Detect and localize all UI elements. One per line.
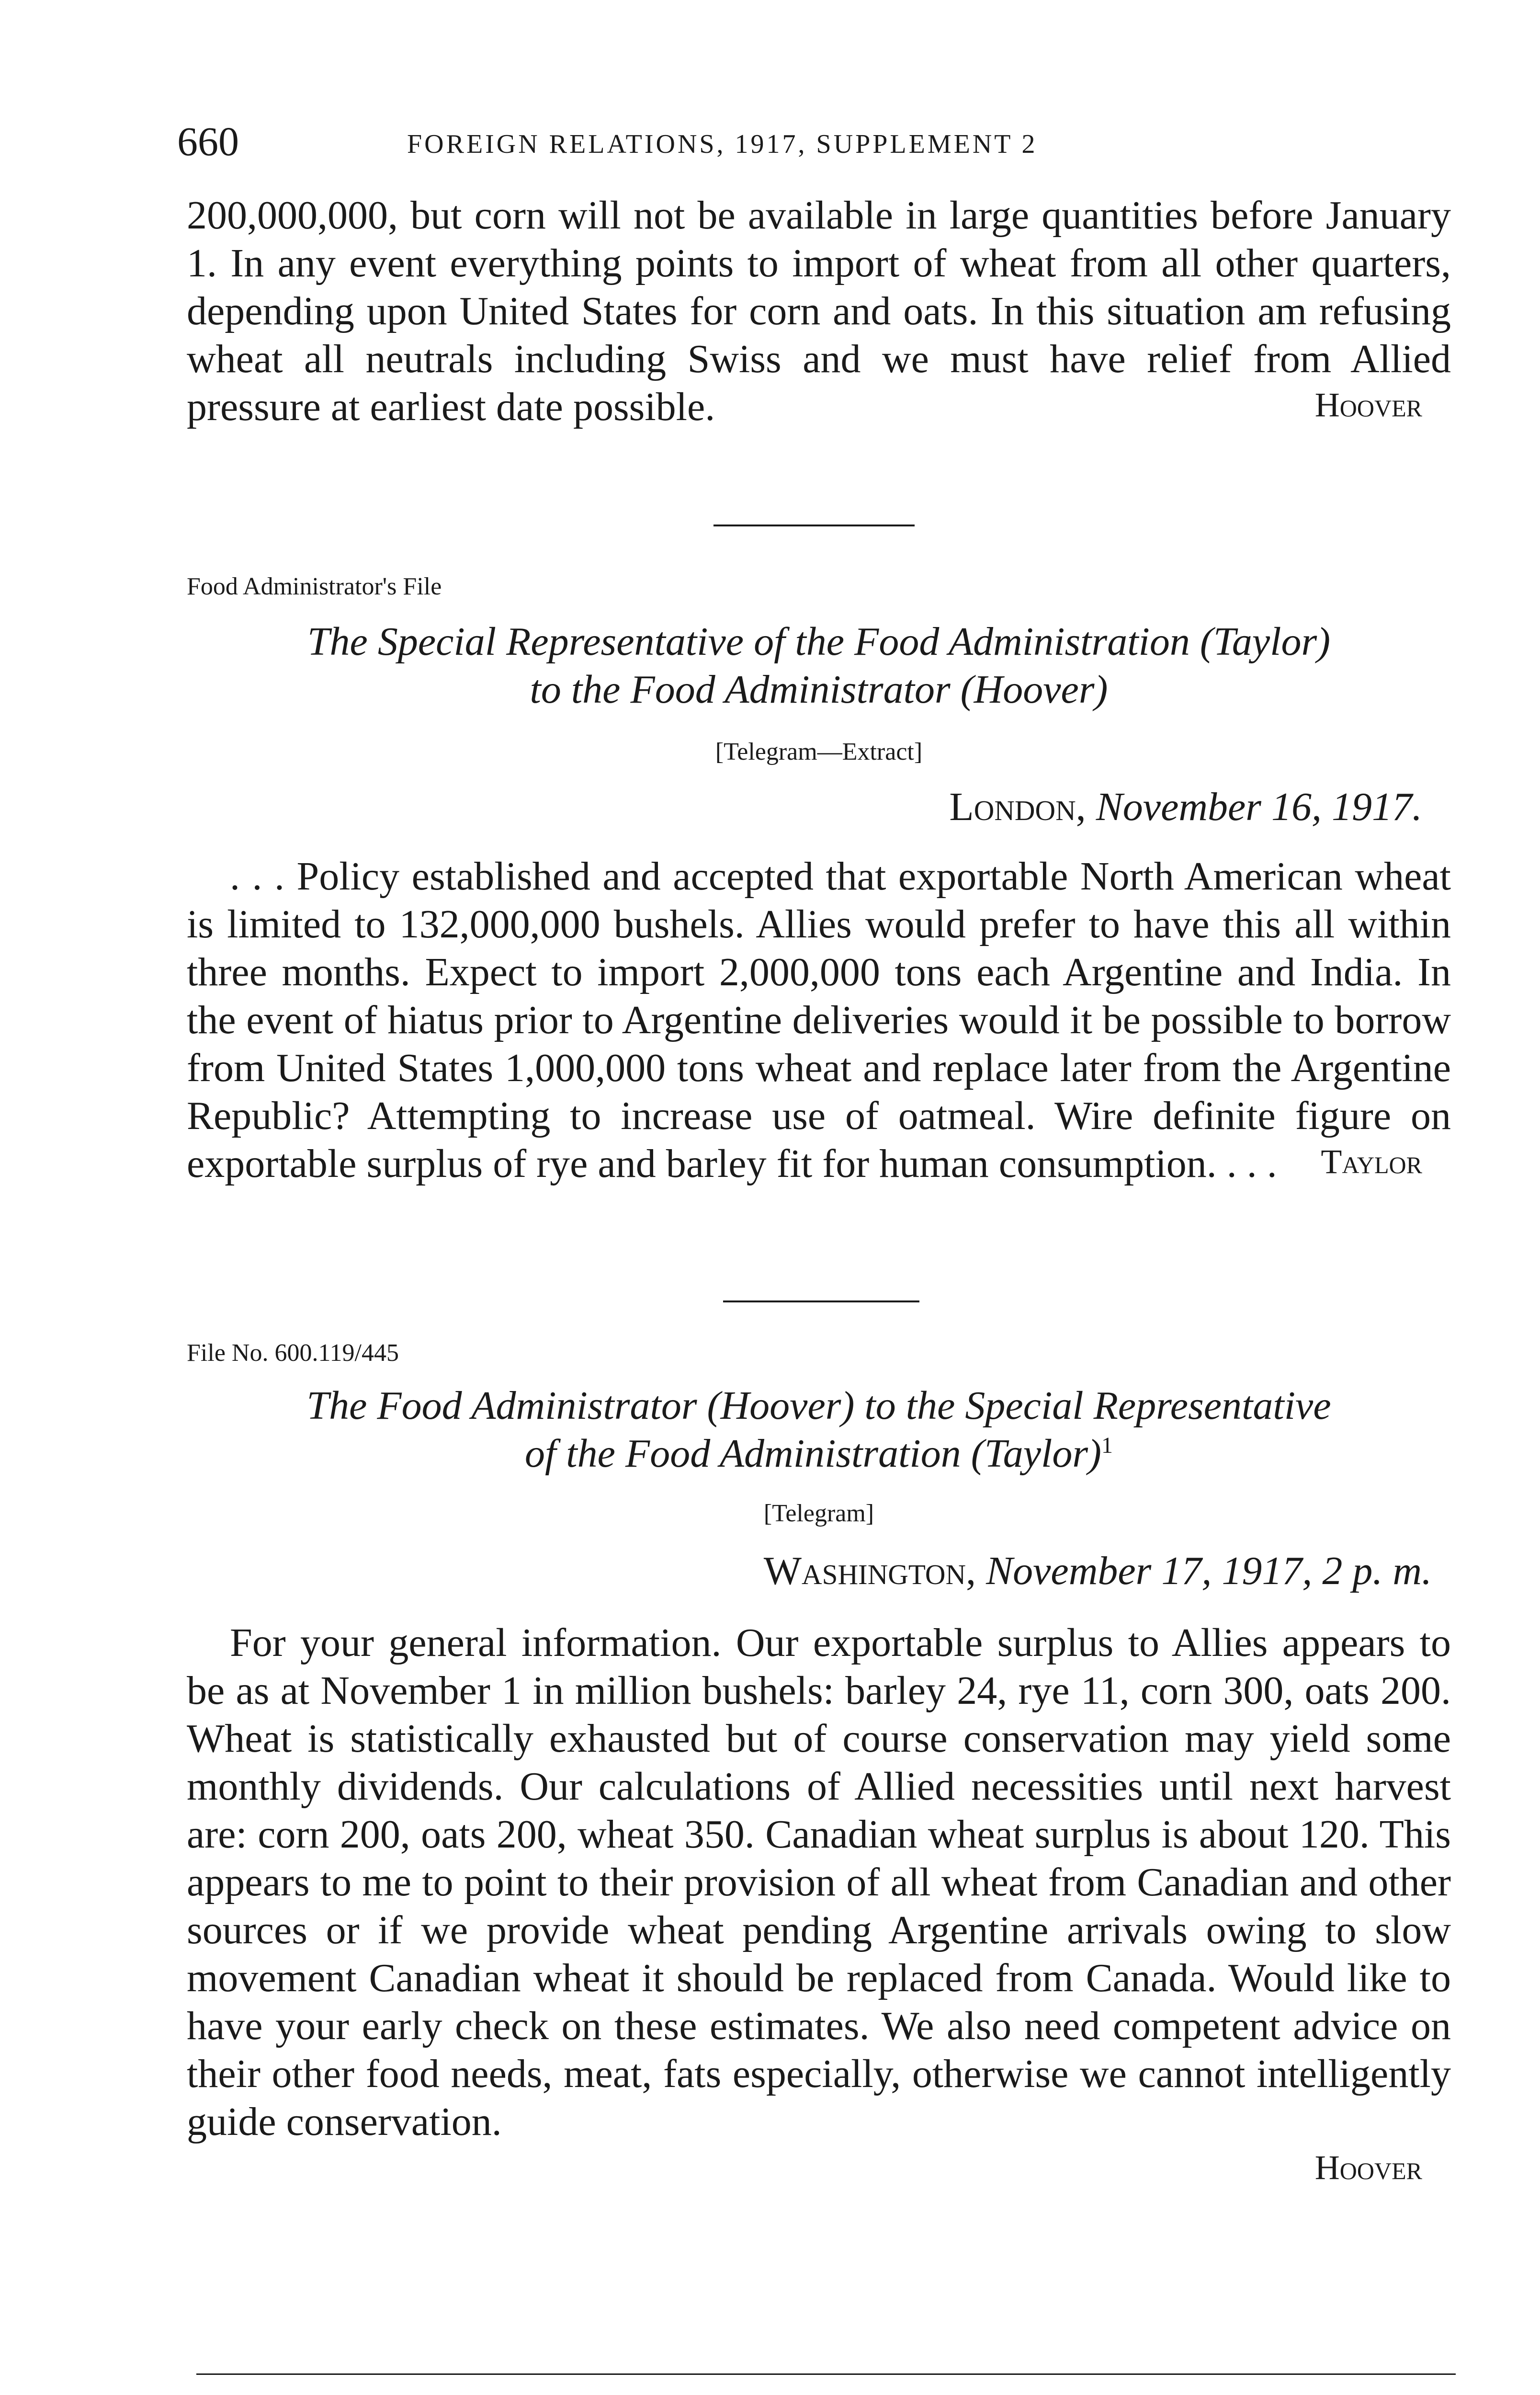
continuation-section bbox=[187, 192, 1451, 429]
title-line-1: The Special Representative of the Food Administration bbox=[307, 619, 1190, 664]
title-line-2: of the Food Administration bbox=[524, 1431, 961, 1476]
document-type: [Telegram] bbox=[763, 1500, 874, 1527]
section-divider bbox=[713, 525, 915, 526]
footnote-marker: 1 bbox=[1101, 1433, 1113, 1458]
dateline bbox=[187, 1547, 1451, 1595]
continuation-signature: Hoover bbox=[1314, 386, 1422, 424]
dateline-place: Washington, bbox=[763, 1549, 976, 1593]
title-line-2: to the Food Administrator bbox=[530, 667, 951, 712]
title-name-1: (Taylor) bbox=[1200, 619, 1331, 664]
running-title: FOREIGN RELATIONS, 1917, SUPPLEMENT 2 bbox=[407, 129, 1038, 159]
title-name-1: (Hoover) bbox=[707, 1383, 855, 1428]
document-body bbox=[187, 853, 1451, 1186]
dateline-date: November 16, 1917. bbox=[1096, 785, 1422, 829]
document-body bbox=[187, 1619, 1451, 2189]
page-number: 660 bbox=[177, 118, 239, 164]
dateline-place: London, bbox=[949, 785, 1086, 829]
file-reference: Food Administrator's File bbox=[187, 573, 442, 600]
document-title bbox=[187, 618, 1451, 714]
body-paragraph: For your general information. Our exportable surplus to Allies appears to be as at November 1 in million bushels: barley 24, rye 11, corn 300, oats 200. Wheat is statistically exhausted but of course conservation may yield some monthly dividends. Our calculations of Allied necessities until next harvest are: corn 200, oats 200, wheat 350. Canadian wheat surplus is about 120. This appears to me to point to their provision of all wheat from Canadian and other sources or if we provide wheat pending Argentine arrivals owing to slow movement Canadian wheat it should be replaced from Canada. Would like to have your early check on these estimates. We also need competent advice on their other food needs, meat, fats especially, otherwise we cannot intelligently guide conservation. bbox=[187, 1620, 1451, 2144]
title-line-1b: to the Special Representative bbox=[864, 1383, 1331, 1428]
footnote-rule bbox=[196, 2373, 1456, 2375]
title-line-1: The Food Administrator bbox=[306, 1383, 697, 1428]
continuation-paragraph: 200,000,000, but corn will not be available in large quantities before January 1. In any event everything points to import of wheat from all other quarters, depending upon United States for corn and oats. In this situation am refusing wheat all neutrals including Swiss and we must have relief from Allied pressure at earliest date possible. bbox=[187, 193, 1451, 429]
file-reference: File No. 600.119/445 bbox=[187, 1339, 399, 1367]
document-title bbox=[187, 1382, 1451, 1478]
dateline-date: November 17, 1917, 2 p. m. bbox=[986, 1549, 1432, 1593]
document-signature: Taylor bbox=[1321, 1142, 1422, 1181]
section-divider bbox=[723, 1300, 919, 1302]
dateline bbox=[187, 783, 1451, 831]
document-type: [Telegram—Extract] bbox=[715, 738, 923, 765]
document-signature: Hoover bbox=[1314, 2148, 1422, 2187]
title-name-2: (Taylor) bbox=[971, 1431, 1102, 1476]
title-name-2: (Hoover) bbox=[960, 667, 1108, 712]
running-head bbox=[177, 117, 1422, 175]
body-paragraph: . . . Policy established and accepted that exportable North American wheat is limited to 132,000,000 bushels. Allies would prefer to have this all within three months. Expect to import 2,000,000 tons each Argentine and India. In the event of hiatus prior to Argentine deliveries would it be possible to borrow from United States 1,000,000 tons wheat and replace later from the Argentine Republic? Attempting to increase use of oatmeal. Wire definite figure on exportable surplus of rye and barley fit for human consumption. . . . bbox=[187, 854, 1451, 1186]
